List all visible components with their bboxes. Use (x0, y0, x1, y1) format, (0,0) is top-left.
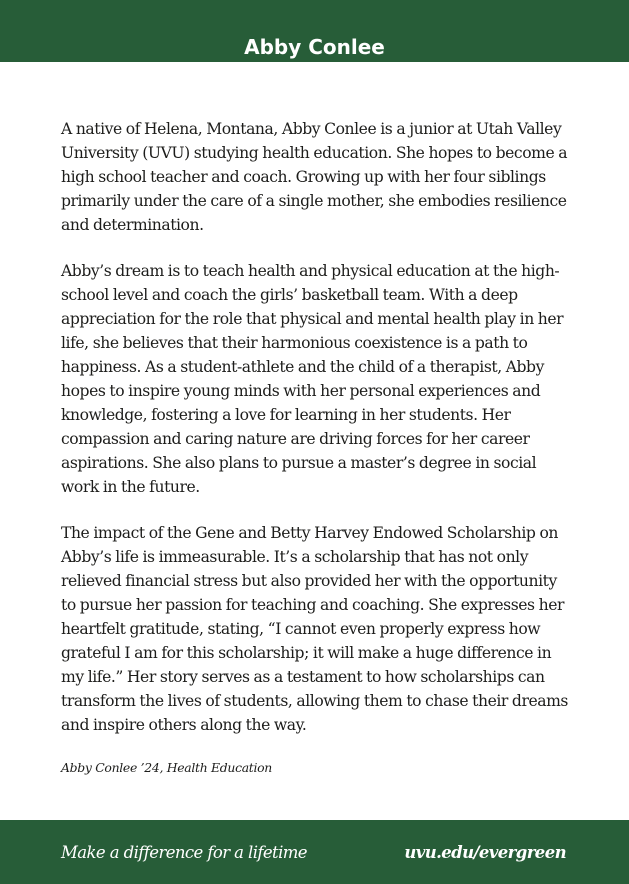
page-title: Abby Conlee (244, 35, 385, 59)
footer-url-link[interactable]: uvu.edu/evergreen (404, 843, 566, 862)
profile-caption: Abby Conlee ’24, Health Education (61, 760, 272, 775)
footer-tagline: Make a difference for a lifetime (61, 843, 307, 862)
bio-paragraph-dream: Abby’s dream is to teach health and physical education at the high-school level and coach the girls’ basketball team. With a deep appreciation for the role that physical and mental health play in her life, she believes that their harmonious coexistence is a path to happiness. As a student-athlete and the child of a therapist, Abby hopes to inspire young minds with her personal experiences and knowledge, fostering a love for learning in her students. Her compassion and caring nature are driving forces for her career aspirations. She also plans to pursue a master’s degree in social work in the future. (61, 262, 564, 496)
header-bar (0, 0, 629, 62)
bio-paragraph-impact: The impact of the Gene and Betty Harvey Endowed Scholarship on Abby’s life is immeasurable. It’s a scholarship that has not only relieved financial stress but also provided her with the opportunity to pursue her passion for teaching and coaching. She expresses her heartfelt gratitude, stating, “I cannot even properly express how grateful I am for this scholarship; it will make a huge difference in my life.” Her story serves as a testament to how scholarships can transform the lives of students, allowing them to chase their dreams and inspire others along the way. (61, 524, 568, 734)
profile-body (61, 117, 568, 777)
bio-paragraph-background: A native of Helena, Montana, Abby Conlee is a junior at Utah Valley University (UVU) studying health education. She hopes to become a high school teacher and coach. Growing up with her four siblings primarily under the care of a single mother, she embodies resilience and determination. (61, 120, 568, 234)
footer-bar (0, 820, 629, 884)
